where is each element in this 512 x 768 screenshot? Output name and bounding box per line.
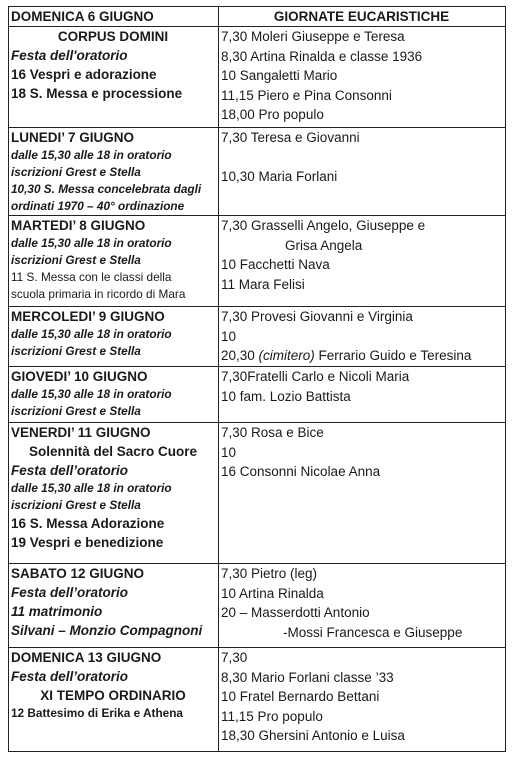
event-line: iscrizioni Grest e Stella [11,498,141,512]
day-cell [9,423,219,564]
day-cell [9,27,219,128]
event-line: 12 Battesimo di Erika e Athena [11,706,183,720]
event-line: ordinati 1970 – 40° ordinazione [11,199,185,213]
mass-line: 11 Mara Felisi [221,276,305,292]
mass-line: 10 Sangaletti Mario [221,68,338,83]
event-line: dalle 15,30 alle 18 in oratorio [11,387,172,401]
event-line: iscrizioni Grest e Stella [11,165,141,179]
mass-line: 7,30 Pietro (leg) [221,566,318,581]
mass-line: 18,30 Ghersini Antonio e Luisa [221,728,405,743]
event-line: Solennità del Sacro Cuore [28,444,198,459]
day-cell [9,216,219,307]
mass-line: 20 – Masserdotti Antonio [221,605,370,620]
day-title: MERCOLEDI’ 9 GIUGNO [11,309,165,324]
event-line: scuola primaria in ricordo di Mara [11,287,186,301]
event-line: Festa dell’oratorio [11,463,129,478]
day-title: SABATO 12 GIUGNO [11,566,145,581]
mass-line: 7,30 Provesi Giovanni e Virginia [221,309,413,324]
event-line: dalle 15,30 alle 18 in oratorio [11,148,172,162]
mass-cell [219,423,506,564]
day-row [9,564,506,648]
day-row [9,128,506,216]
day-cell [9,128,219,216]
schedule-table [8,6,506,752]
event-line: Silvani – Monzio Compagnoni [11,623,203,638]
header-left: DOMENICA 6 GIUGNO [9,7,219,27]
day-row [9,648,506,752]
event-line: 11 matrimonio [11,604,103,619]
day-cell [9,564,219,648]
day-cell [9,367,219,423]
day-title: DOMENICA 13 GIUGNO [11,650,162,665]
mass-cell [219,216,506,307]
mass-line: 7,30 [221,650,248,665]
day-title: GIOVEDI’ 10 GIUGNO [11,369,148,384]
event-line: 16 S. Messa Adorazione [11,516,165,531]
schedule-sheet [8,6,505,763]
mass-line: 10 Facchetti Nava [221,257,330,272]
event-line: iscrizioni Grest e Stella [11,404,141,418]
mass-cell [219,307,506,367]
mass-line: -Mossi Francesca e Giuseppe [283,624,463,640]
event-line: 18 S. Messa e processione [11,86,183,101]
mass-line: 11,15 Pro populo [221,708,323,724]
mass-line: 8,30 Mario Forlani classe ’33 [221,669,394,685]
mass-line: 16 Consonni Nicolae Anna [221,464,381,479]
day-row [9,307,506,367]
mass-cell [219,648,506,752]
schedule-rows [9,27,506,752]
mass-cell [219,128,506,216]
mass-line: 7,30 Teresa e Giovanni [221,130,360,145]
event-line: XI TEMPO ORDINARIO [40,688,186,703]
event-line: 11 S. Messa con le classi della [11,270,172,284]
day-cell [9,648,219,752]
header-row [9,7,506,27]
event-line: CORPUS DOMINI [57,29,169,44]
event-line: dalle 15,30 alle 18 in oratorio [11,236,172,250]
mass-line: 7,30 Grasselli Angelo, Giuseppe e [221,218,426,233]
event-line: dalle 15,30 alle 18 in oratorio [11,481,172,495]
event-line: 10,30 S. Messa concelebrata dagli [11,182,202,196]
mass-line: 10 [221,444,237,460]
mass-line: 18,00 Pro populo [221,107,324,122]
event-line: iscrizioni Grest e Stella [11,253,141,267]
mass-line: 10 Artina Rinalda [221,585,324,601]
event-line: 16 Vespri e adorazione [11,67,157,82]
event-line: Festa dell’oratorio [11,669,129,684]
day-row [9,423,506,564]
header-right: GIORNATE EUCARISTICHE [219,7,506,27]
day-title: VENERDI’ 11 GIUGNO [11,425,151,440]
event-line: iscrizioni Grest e Stella [11,344,141,358]
mass-line: 7,30 Rosa e Bice [221,425,324,440]
mass-line: 11,15 Piero e Pina Consonni [221,87,392,103]
day-row [9,27,506,128]
mass-line: 10 fam. Lozio Battista [221,388,351,404]
mass-line: Grisa Angela [285,237,363,253]
event-line: Festa dell’oratorio [11,585,129,600]
mass-line [221,148,502,168]
mass-line: 10 Fratel Bernardo Bettani [221,689,380,704]
mass-line: 20,30 (cimitero) Ferrario Guido e Teresina [221,348,472,363]
mass-line: 8,30 Artina Rinalda e classe 1936 [221,48,423,64]
mass-cell [219,367,506,423]
mass-cell [219,564,506,648]
day-title: MARTEDI’ 8 GIUGNO [11,218,146,233]
mass-line: 10,30 Maria Forlani [221,169,338,184]
mass-cell [219,27,506,128]
mass-line: 7,30 Moleri Giuseppe e Teresa [221,29,405,44]
day-row [9,367,506,423]
event-line: 19 Vespri e benedizione [11,535,164,550]
mass-line: 10 [221,328,237,344]
day-row [9,216,506,307]
event-line: dalle 15,30 alle 18 in oratorio [11,327,172,341]
mass-line: 7,30Fratelli Carlo e Nicoli Maria [221,369,410,384]
event-line: Festa dell'oratorio [11,48,128,63]
day-title: LUNEDI’ 7 GIUGNO [11,130,135,145]
day-cell [9,307,219,367]
